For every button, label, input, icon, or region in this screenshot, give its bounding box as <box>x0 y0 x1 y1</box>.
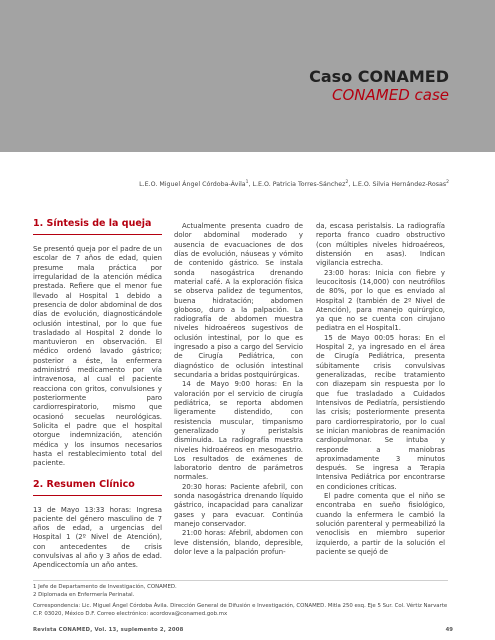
author-2-affiliation: 2 <box>345 180 349 185</box>
body-paragraph: 14 de Mayo 9:00 horas: En la valoración por el servicio de cirugía pediátrica, se reporta abdomen ligeramente distendido, con resistencia muscular, timpanismo generalizado y peristalsis disminuida. La radiografía muestra niveles hidroaéreos en mesogastrio. Los resultados de exámenes de laboratorio dentro de parámetros normales. <box>174 380 303 482</box>
queja-paragraph: Se presentó queja por el padre de un escolar de 7 años de edad, quien presume mala práctica por irregularidad de la atención médica prestada. Refiere que el menor fue llevado al Hospital 1 debido a presencia de dolor abdominal de dos días de evolución, diagnosticándole oclusión intestinal, por lo que fue trasladado al Hospital 2 donde lo mantuvieron en observación. El médico ordenó lavado gástrico; posterior a éste, la enfermera administró medicamento por vía intravenosa, al cual el paciente reacciona con gritos, convulsiones y posteriormente paro cardiorrespiratorio, mismo que ocasionó secuelas neurológicas. Solicita el padre que el hospital otorgue indemnización, atención médica y los insumos necesarios hasta el restablecimiento total del paciente. <box>33 245 162 468</box>
body-paragraph: da, escasa peristalsis. La radiografía reporta franco cuadro obstructivo (con múltiples niveles hidroaéreos, distensión en asas). Indican vigilancia estrecha. <box>316 222 445 268</box>
footnote-2: 2 Diplomada en Enfermería Perinatal. <box>33 591 135 598</box>
author-line <box>30 180 449 188</box>
section-heading-resumen <box>33 479 162 496</box>
body-paragraph: El padre comenta que el niño se encontraba en sueño fisiológico, cuando la enfermera le cambió la solución parenteral y permeabilizó la venoclisis en miembro superior izquierdo, a partir de la solución el paciente se quejó de <box>316 492 445 556</box>
author-1: L.E.O. Miguel Ángel Córdoba-Ávila <box>139 181 246 189</box>
body-paragraph: Actualmente presenta cuadro de dolor abdominal moderado y ausencia de evacuaciones de dos días de evolución, náuseas y vómito de contenido gástrico. Se instala sonda nasogástrica drenando material café. A la exploración física se observa palidez de tegumentos, buena hidratación; abdomen globoso, duro a la palpación. La radiografía de abdomen muestra niveles hidroaéreos sugestivos de oclusión intestinal, por lo que es ingresado a piso a cargo del Servicio de Cirugía Pediátrica, con diagnóstico de oclusión intestinal secundaria a bridas postquirúrgicas. <box>174 222 303 379</box>
resumen-paragraph: 13 de Mayo 13:33 horas: Ingresa paciente del género masculino de 7 años de edad, a urgencias del Hospital 1 (2º Nivel de Atención), con antecedentes de crisis convulsivas al año y 3 años de edad. Apendicectomía un año antes. <box>33 505 162 570</box>
footnotes <box>33 580 448 600</box>
journal-citation: Revista CONAMED, Vol. 13, suplemento 2, 2008 <box>33 627 184 633</box>
author-1-affiliation: 1 <box>245 180 249 185</box>
article-title: Caso CONAMED <box>309 67 449 86</box>
section-heading-queja <box>33 218 162 235</box>
column-1 <box>33 218 162 571</box>
footnote-1: 1 Jefe de Departamento de Investigación, CONAMED. <box>33 584 177 590</box>
body-paragraph: 15 de Mayo 00:05 horas: En el Hospital 2, ya ingresado en el área de Cirugía Pediátrica, presenta súbitamente crisis convulsivas generalizadas, recibe tratamiento con diazepam sin respuesta por lo que fue trasladado a Cuidados Intensivos de Pediatría, persistiendo las crisis; posteriormente presenta paro cardiorrespiratorio, por lo cual se inician maniobras de reanimación cardiopulmonar. Se intuba y responde a maniobras aproximadamente 3 minutos después. Se ingresa a Terapia Intensiva Pediátrica por encontrarse en condiciones críticas. <box>316 333 445 491</box>
column-2 <box>174 222 303 557</box>
article-subtitle: CONAMED case <box>332 86 449 104</box>
body-paragraph: 20:30 horas: Paciente afebril, con sonda nasogástrica drenando líquido gástrico, incapacidad para canalizar gases y para evacuar. Continúa manejo conservador. <box>174 482 303 528</box>
section-heading-text: 2. Resumen Clínico <box>33 478 135 490</box>
body-paragraph: 21:00 horas: Afebril, abdomen con leve distensión, blando, depresible, dolor leve a la palpación profun- <box>174 529 303 556</box>
author-2: , L.E.O. Patricia Torres-Sánchez <box>248 181 346 189</box>
correspondence-note: Correspondencia: Lic. Miguel Ángel Córdoba Ávila. Dirección General de Difusión e Investigación, CONAMED. Mitla 250 esq. Eje 5 Sur. Col. Vértiz Narvarte C.P. 03020, México D.F. Correo electrónico: acordova@conamed.gob.mx <box>33 603 448 617</box>
page-number: 49 <box>445 627 453 633</box>
body-paragraph: 23:00 horas: Inicia con fiebre y leucocitosis (14,000) con neutrófilos de 80%, por lo que es enviado al Hospital 2 (también de 2º Nivel de Atención), para manejo quirúrgico, ya que no se cuenta con cirujano pediatra en el Hospital1. <box>316 268 445 333</box>
column-3 <box>316 222 445 557</box>
section-heading-text: 1. Síntesis de la queja <box>33 218 152 229</box>
section-rule <box>33 495 162 496</box>
section-rule <box>33 234 162 235</box>
author-3: , L.E.O. Silvia Hernández-Rosas <box>348 181 447 189</box>
author-3-affiliation: 2 <box>446 180 449 185</box>
